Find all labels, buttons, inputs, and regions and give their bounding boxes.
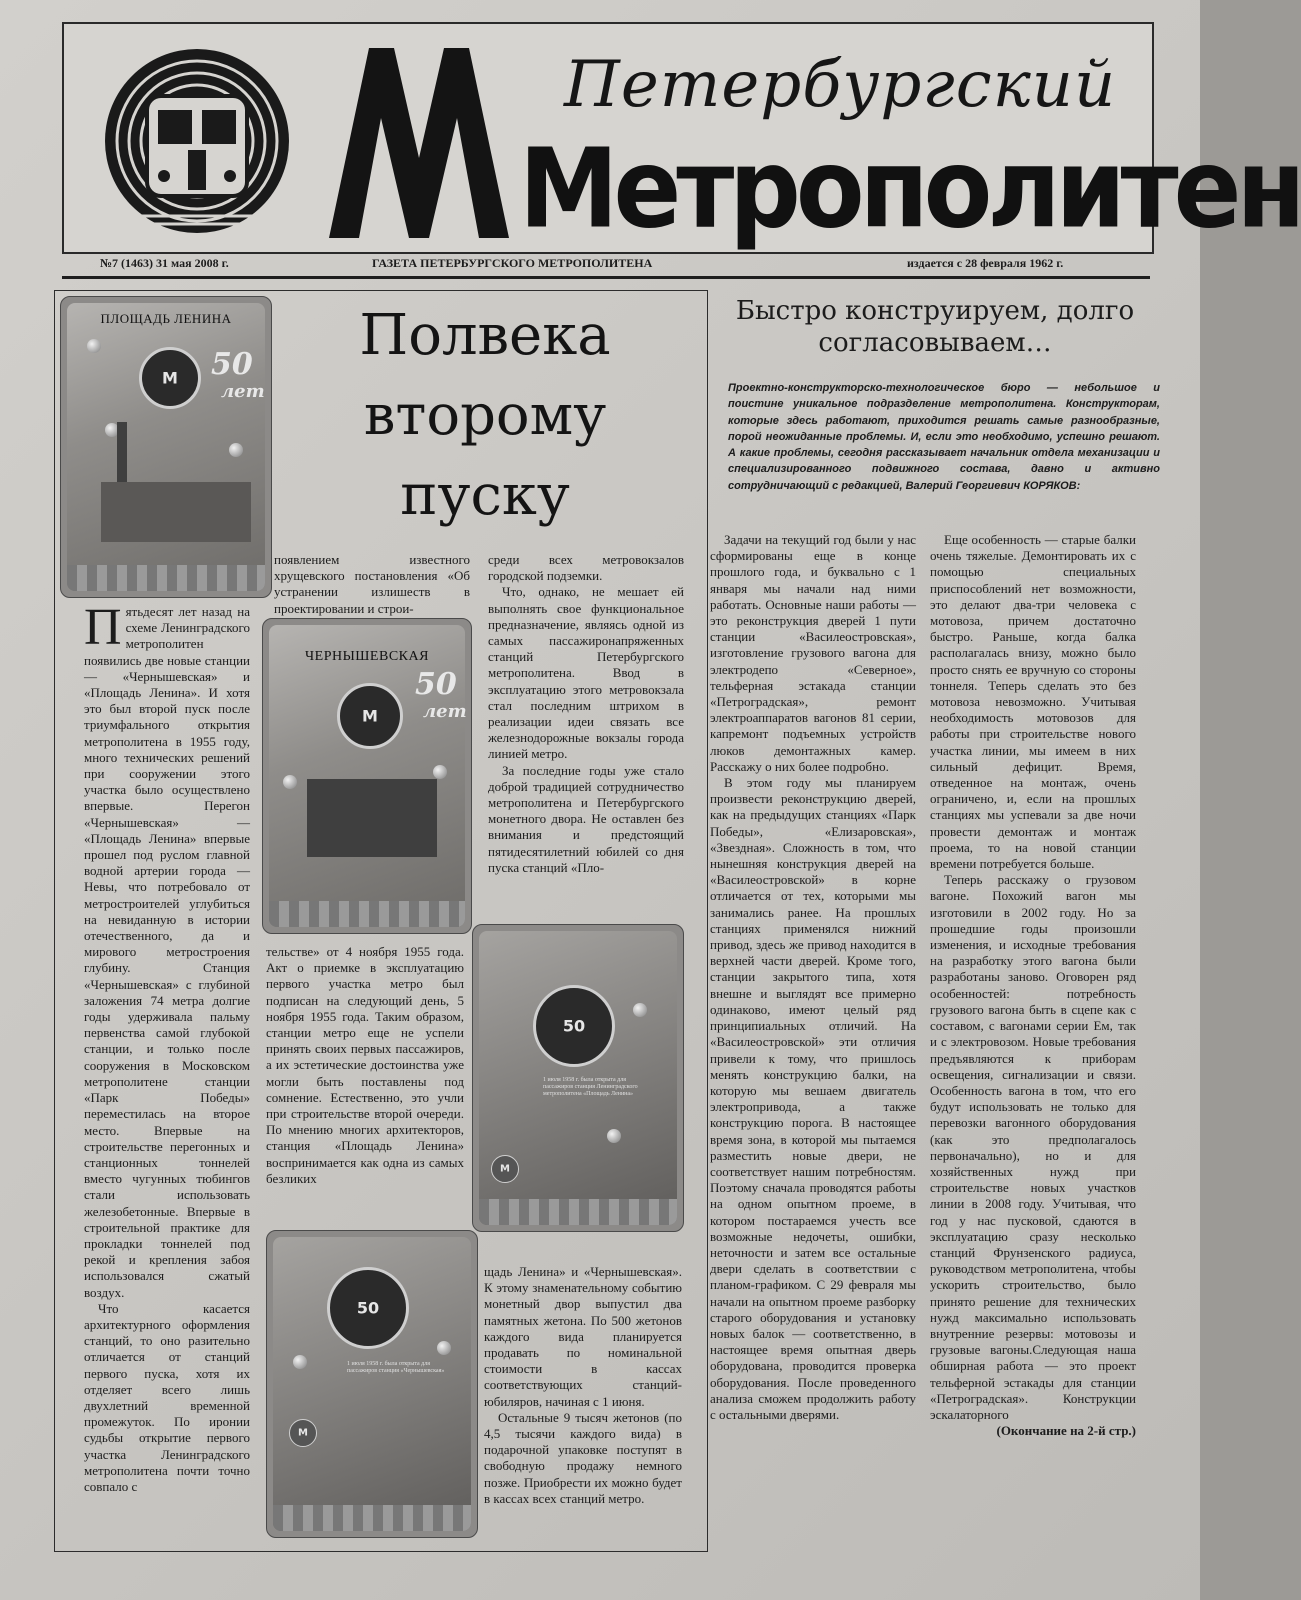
token1-dot — [87, 339, 101, 353]
article2-headline: Быстро конструируем, долго согласовываем… — [735, 296, 1135, 358]
drop-cap: П — [84, 599, 122, 656]
token4-dot — [437, 1341, 451, 1355]
token1-let: лет — [221, 381, 265, 402]
article1-col3-p2: Что, однако, не мешает ей выполнять свое функциональное предназначение, являясь одной из самых пассажиронапряженных станций Петербургского метрополитена. Ввод в эксплуатацию этого метровокзала стал последним штрихом в реализации идеи связать все железнодорожные вокзалы города линией метро. — [488, 584, 684, 762]
article1-col3-p4: щадь Ленина» и «Чернышевская». К этому знаменательному событию монетный двор выпустил два памятных жетона. По 500 жетонов каждого вида планируется продавать по номинальной стоимости в кассах соответствующих станций-юбиляров, начиная с 1 июня. — [484, 1264, 682, 1409]
token-reverse-b — [266, 1230, 478, 1538]
header-rule — [62, 276, 1150, 279]
masthead — [62, 22, 1301, 254]
article1-col3-p1: среди всех метровокзалов городской подземки. — [488, 552, 684, 584]
metro-logo-icon: М — [289, 1419, 317, 1447]
article2-col1-p2: В этом году мы планируем произвести реконструкцию дверей, как на предыдущих станциях «Парк Победы», «Елизаровская», «Звездная». Сложность в том, что нынешняя конструкция дверей на «Василеостровской» в корне отличается от тех, которыми мы занимались ранее. На прошлых станциях применялся нижний привод, здесь же привод находится в верхней части дверей. Кроме того, станции закрытого типа, хотя внешне и выглядят все примерно одинаково, имеют целый ряд принципиальных отличий. На «Василеостровской» эти отличия привели к тому, что пришлось менять конструкцию балки, на которую мы вешаем двигатель электропривода, а также конструкцию порога. В настоящее время зона, в которой мы пытаемся разместить новые двери, не соответствует нашим потребностям. Поэтому сначала проводятся работы на одном опытном проеме, в котором постараемся учесть все возможные недочеты, ошибки, неточности и затем все остальные двери сделать в соответствии с планом-графиком. С 29 февраля мы начали на опытном проеме разборку старого оборудования и установку новых балок — соответственно, в настоящее время опытная дверь оборудована, проводится проверка оборудования. После проведенного анализа сможем продолжить работу с остальными дверями. — [710, 775, 916, 1422]
continued-note: (Окончание на 2-й стр.) — [996, 1423, 1136, 1439]
article2-col2-p1: Еще особенность — старые балки очень тяжелые. Демонтировать их с помощью специальных приспособлений нет возможности, это делают два-три человека с мотовоза, причем достаточно быстро. Раньше, когда балка располагалась внизу, можно было просто снять ее вручную со стороны тоннеля. Теперь сделать это без мотовоза невозможно. Учитывая необходимость мотовозов для работы при строительстве нового участка линии, мы имеем в них сильный дефицит. Время, отведенное на монтаж, очень ограничено, и, если на прошлых станциях мы успевали за две ночи провести демонтаж и монтаж проема, то на новой станции времени потребуется больше. — [930, 532, 1136, 872]
article1-col2-mid-text: тельстве» от 4 ноября 1955 года. Акт о приемке в эксплуатацию первого участка метро был подписан на следующий день, 5 ноября 1955 года. Таким образом, станции метро еще не успели принять своих первых пассажиров, а их эстетические достоинства уже могли быть поставлены под сомнение. Естественно, это учли при строительстве второй очереди. По мнению многих архитекторов, станция «Площадь Ленина» воспринимается как одна из самых безликих — [266, 944, 464, 1186]
token2-edge — [269, 901, 465, 927]
metro-train-logo — [102, 46, 292, 236]
token2-let: лет — [423, 701, 467, 722]
medal-emblem-icon: 50 — [533, 985, 615, 1067]
article1-col1 — [84, 599, 250, 1495]
article2-lead: Проектно-конструкторско-технологическое бюро — небольшое и поистине уникальное подразделение метрополитена. Конструкторам, которые здесь работают, приходится решать самые разнообразные, порой неожиданные проблемы. И, если это необходимо, успешно решают. А какие проблемы, сегодня рассказывает начальник отдела механизации и специализированного подвижного состава, давно и активно сотрудничающий с редакцией, Валерий Георгиевич КОРЯКОВ: — [728, 382, 1160, 492]
masthead-info — [62, 252, 1150, 272]
token4-edge — [273, 1505, 471, 1531]
token1-edge — [67, 565, 265, 591]
token1-fifty: 50 — [211, 347, 253, 382]
article1-col1-p1-text: ятьдесят лет назад на схеме Ленинградского метрополитен появились две новые станции — «Чернышевская» и «Площадь Ленина». И хотя это был второй пуск после триумфального открытия метрополитена в 1955 году, много технических решений при сооружении этого участка было осуществлено впервые. Перегон «Чернышевская» — «Площадь Ленина» впервые прошел под руслом главной водной артерии города — Невы, что потребовало от метростроителей углубиться на невиданную в истории отечественного, да и мирового метростроения глубину. Станция «Чернышевская» с глубиной заложения 74 метра долгие годы удерживала пальму первенства самой глубокой станции, и только после сооружения в Московском метрополитене станции «Парк Победы» переместилась на второе место. Впервые на строительстве перегонных и станционных тоннелей вместо чугунных тюбингов стали использовать железобетонные. Впервые в строительной практике для прокладки тоннелей под рекой и крепления забоя использовался сжатый воздух. — [84, 604, 250, 1300]
lenin-monument — [117, 422, 127, 487]
token2-dot — [433, 765, 447, 779]
title-line2: Метрополитен — [519, 124, 1301, 253]
station-building — [307, 779, 437, 857]
paper-subtitle: ГАЗЕТА ПЕТЕРБУРГСКОГО МЕТРОПОЛИТЕНА — [372, 256, 653, 270]
article1-headline: Полвека второму пуску — [359, 303, 611, 528]
token2-fifty: 50 — [415, 667, 457, 702]
token1-dot — [229, 443, 243, 457]
article2-col2 — [930, 532, 1136, 1439]
token-reverse-a — [472, 924, 684, 1232]
article1-col3-bottom — [484, 1264, 682, 1507]
token4-dot — [293, 1355, 307, 1369]
metro-emblem-icon: М — [337, 683, 403, 749]
article1-col2-top-text: появлением известного хрущевского постановления «Об устранении излишеств в проектировании и строи- — [274, 552, 470, 616]
title-line1: Петербургский — [564, 48, 1117, 122]
metro-emblem-icon: М — [139, 347, 201, 409]
token3-dot — [633, 1003, 647, 1017]
token2-title: ЧЕРНЫШЕВСКАЯ — [305, 649, 429, 664]
token3-caption: 1 июля 1958 г. была открыта для пассажиров станция Ленинградского метрополитена «Площадь Ленина» — [543, 1077, 638, 1097]
article1-col2-top — [274, 552, 470, 617]
medal-emblem-icon: 50 — [327, 1267, 409, 1349]
token2-dot — [283, 775, 297, 789]
metro-m-logo — [319, 38, 519, 248]
article1-col3-p3: За последние годы уже стало доброй традицией сотрудничество метрополитена и Петербургского монетного двора. Не оставлен без внимания и предстоящий пятидесятилетний юбилей со дня пуска станций «Пло- — [488, 762, 684, 875]
article2-col2-p2: Теперь расскажу о грузовом вагоне. Похожий вагон мы изготовили в 2002 году. Но за прошедшие годы произошли изменения, и исходные требования на разработку этого вагона были разработаны заново. Оговорен ряд особенностей: потребность грузового вагона быть в сцепе как с составом, с вагонами серии Ем, так и с электровозом. Новые требования предъявляются к приборам освещения, сигнализации и связи. Особенность вагона в том, что его будут использовать не только для перевозки вагонного оборудования (как это предполагалось первоначально), но и для хозяйственных нужд при строительстве новых участков линии в 2008 году. Учитывая, что год у нас пусковой, сдаются в эксплуатацию сразу несколько станций Фрунзенского радиуса, руководством метрополитена, чтобы ускорить строительство, было принято решение для технических нужд максимально использовать внутренние резервы: мотовозы и грузовые вагоны.Следующая наша обширная работа — это проект тельферной эстакады для станции «Петроградская». Конструкции эскалаторного — [930, 872, 1136, 1422]
token1-title: ПЛОЩАДЬ ЛЕНИНА — [100, 311, 232, 326]
article2-col1 — [710, 532, 916, 1423]
issue-number: №7 (1463) 31 мая 2008 г. — [100, 256, 229, 270]
token3-edge — [479, 1199, 677, 1225]
token-chernyshevskaya — [262, 618, 472, 934]
article1-col2-mid — [266, 944, 464, 1187]
token-ploshchad-lenina — [60, 296, 272, 598]
metro-logo-icon: М — [491, 1155, 519, 1183]
article1-col3-top — [488, 552, 684, 876]
article2-col1-p1: Задачи на текущий год были у нас сформированы еще в конце прошлого года, и буквально с 1 января мы начали над ними работать. Основные наши работы — это реконструкция дверей 1 пути станции «Василеостровская», изготовление грузового вагона для электродепо «Северное», тельферная эстакада станции «Петроградская», ремонт электроаппаратов вагонов 81 серии, капремонт подъемных устройств люков демонтажных камер. Расскажу о них более подробно. — [710, 532, 916, 774]
token3-dot — [607, 1129, 621, 1143]
article1-col3-p5: Остальные 9 тысяч жетонов (по 4,5 тысячи каждого вида) в подарочной упаковке поступят в свободную продажу немного позже. Приобрести их можно будет в кассах всех станций метро. — [484, 1409, 682, 1506]
article1-col1-p1 — [84, 599, 250, 1301]
station-building — [101, 482, 251, 542]
published-since: издается с 28 февраля 1962 г. — [907, 256, 1064, 270]
article1-col1-p2: Что касается архитектурного оформления станций, то оно разительно отличается от станций первого пуска, хотя их отделяет всего лишь двухлетний временной промежуток. По иронии судьбы открытие первого участка Ленинградского метрополитена почти точно совпало с — [84, 1300, 250, 1494]
token4-caption: 1 июля 1958 г. была открыта для пассажиров станция «Чернышевская» — [347, 1361, 445, 1374]
